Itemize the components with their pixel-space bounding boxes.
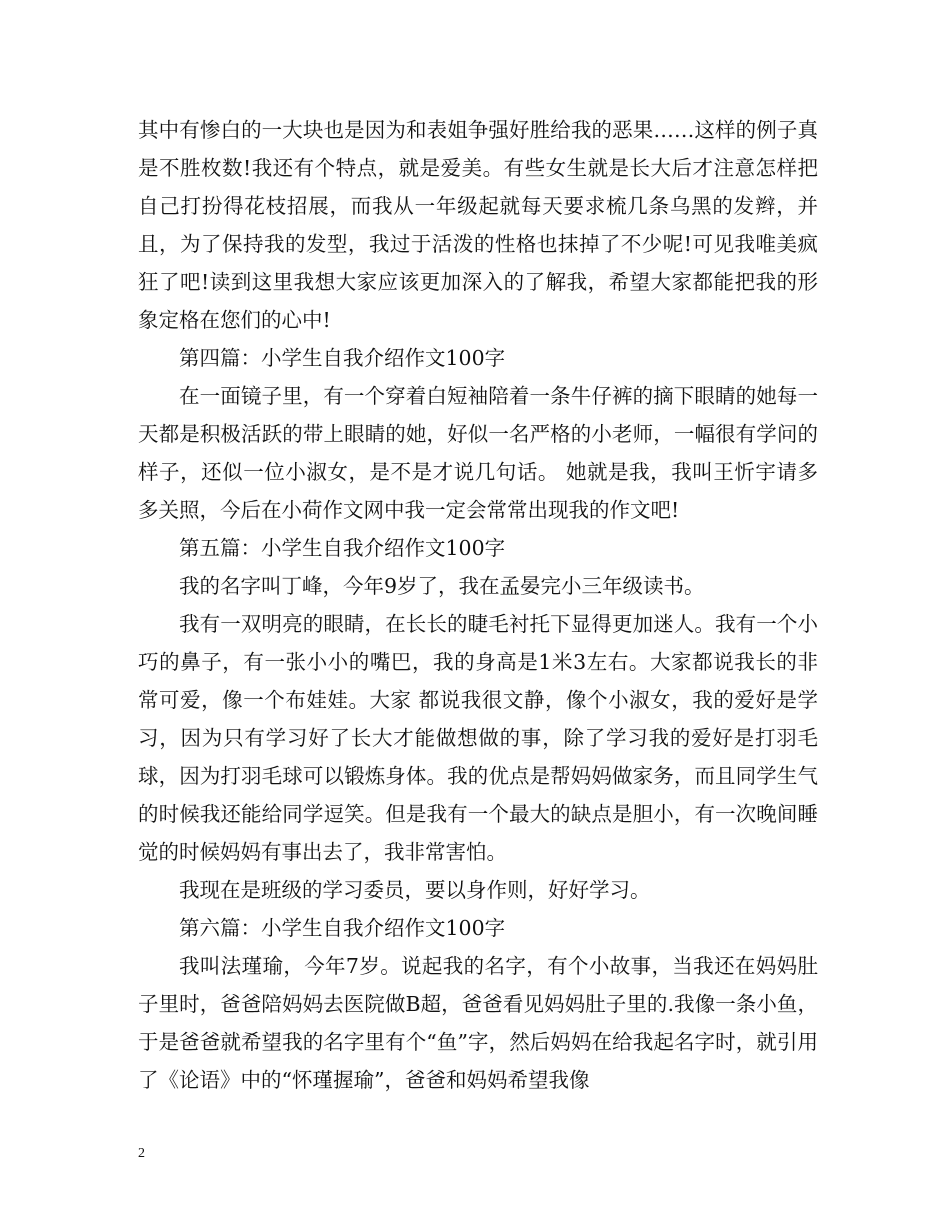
section-heading-5: 第五篇：小学生自我介绍作文100字 <box>179 536 506 560</box>
paragraph: 我现在是班级的学习委员，要以身作则，好好学习。 <box>179 878 651 902</box>
section-heading-4: 第四篇：小学生自我介绍作文100字 <box>179 346 506 370</box>
paragraph: 在一面镜子里，有一个穿着白短袖陪着一条牛仔裤的摘下眼睛的她每一天都是积极活跃的带上眼睛的她，好似一名严格的小老师，一幅很有学问的样子，还似一位小淑女，是不是才说几句话。 她就是我，我叫王忻宇请多多关照，今后在小荷作文网中我一定会常常出现我的作文吧! <box>138 384 818 522</box>
section-heading-6: 第六篇：小学生自我介绍作文100字 <box>179 916 506 940</box>
paragraph: 我有一双明亮的眼睛，在长长的睫毛衬托下显得更加迷人。我有一个小巧的鼻子，有一张小小的嘴巴，我的身高是1米3左右。大家都说我长的非常可爱，像一个布娃娃。大家 都说我很文静，像个小淑女，我的爱好是学习，因为只有学习好了长大才能做想做的事，除了学习我的爱好是打羽毛球，因为打羽毛球可以锻炼身体。我的优点是帮妈妈做家务，而且同学生气的时候我还能给同学逗笑。但是我有一个最大的缺点是胆小，有一次晚间睡觉的时候妈妈有事出去了，我非常害怕。 <box>138 612 818 864</box>
paragraph-continuation: 其中有惨白的一大块也是因为和表姐争强好胜给我的恶果……这样的例子真是不胜枚数!我还有个特点，就是爱美。有些女生就是长大后才注意怎样把自己打扮得花枝招展，而我从一年级起就每天要求梳几条乌黑的发辫，并且，为了保持我的发型，我过于活泼的性格也抹掉了不少呢!可见我唯美疯狂了吧!读到这里我想大家应该更加深入的了解我，希望大家都能把我的形象定格在您们的心中! <box>138 118 818 332</box>
paragraph: 我叫法瑾瑜，今年7岁。说起我的名字，有个小故事，当我还在妈妈肚子里时，爸爸陪妈妈去医院做B超，爸爸看见妈妈肚子里的.我像一条小鱼，于是爸爸就希望我的名字里有个“鱼”字，然后妈妈在给我起名字时，就引用了《论语》中的“怀瑾握瑜”，爸爸和妈妈希望我像 <box>138 954 818 1092</box>
document-body <box>138 111 818 1099</box>
page-number: 2 <box>138 1146 145 1161</box>
paragraph: 我的名字叫丁峰，今年9岁了，我在孟晏完小三年级读书。 <box>179 574 705 598</box>
